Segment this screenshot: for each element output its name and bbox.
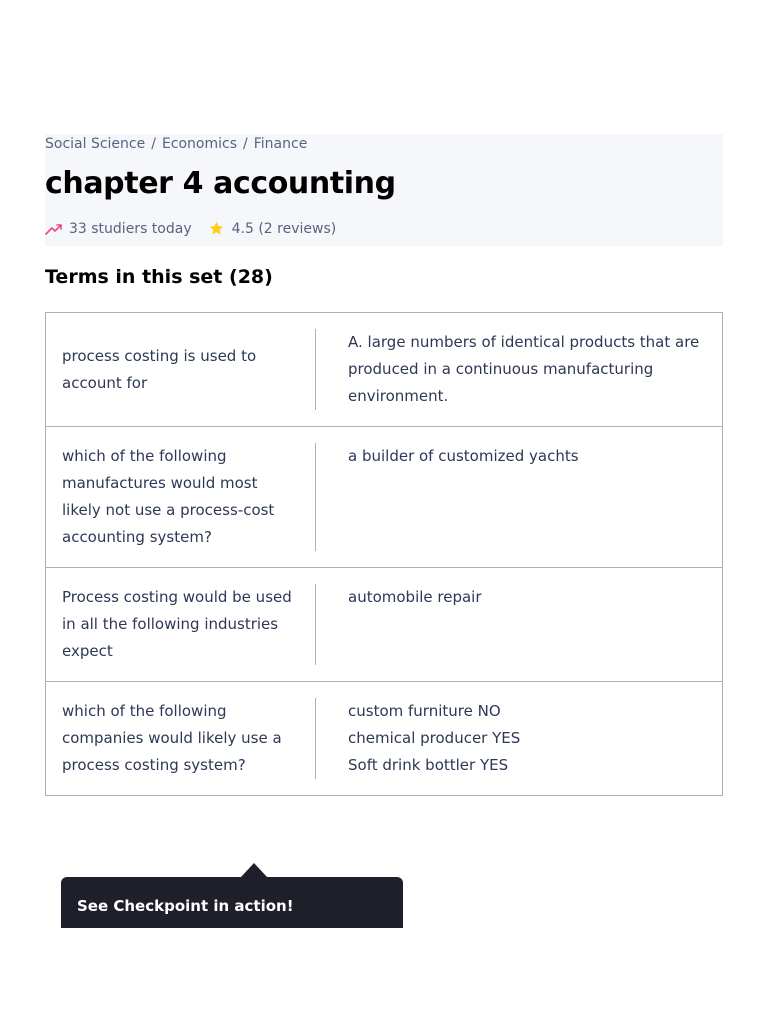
breadcrumb-separator: / bbox=[243, 136, 248, 152]
breadcrumb bbox=[45, 136, 307, 152]
studiers-count: 33 studiers today bbox=[69, 220, 192, 237]
definition-line: chemical producer YES bbox=[348, 729, 521, 747]
set-meta bbox=[45, 220, 336, 237]
definition-cell bbox=[316, 443, 722, 551]
definition-line: Soft drink bottler YES bbox=[348, 756, 509, 774]
breadcrumb-finance[interactable]: Finance bbox=[253, 136, 308, 152]
star-icon bbox=[208, 220, 225, 237]
breadcrumb-economics[interactable]: Economics bbox=[161, 136, 238, 152]
table-row bbox=[46, 681, 722, 795]
definition-cell bbox=[316, 584, 722, 665]
page-title: chapter 4 accounting bbox=[45, 166, 396, 201]
promo-text[interactable]: See Checkpoint in action! bbox=[77, 897, 294, 915]
terms-heading: Terms in this set (28) bbox=[45, 266, 273, 288]
table-row bbox=[46, 567, 722, 681]
term-cell: which of the following manufactures would most likely not use a process-cost accounting system? bbox=[46, 443, 316, 551]
term-cell: Process costing would be used in all the following industries expect bbox=[46, 584, 316, 665]
terms-table bbox=[45, 312, 723, 796]
definition-line: automobile repair bbox=[348, 588, 482, 606]
checkpoint-promo-banner[interactable] bbox=[61, 877, 403, 928]
rating-text[interactable]: 4.5 (2 reviews) bbox=[231, 220, 337, 237]
definition-line: a builder of customized yachts bbox=[348, 447, 579, 465]
definition-cell bbox=[316, 698, 722, 779]
definition-line: A. large numbers of identical products that are produced in a continuous manufacturing environment. bbox=[348, 333, 700, 405]
definition-line: custom furniture NO bbox=[348, 702, 501, 720]
table-row bbox=[46, 426, 722, 567]
term-cell: which of the following companies would likely use a process costing system? bbox=[46, 698, 316, 779]
breadcrumb-social-science[interactable]: Social Science bbox=[45, 136, 146, 152]
term-cell: process costing is used to account for bbox=[46, 329, 316, 410]
table-row bbox=[46, 313, 722, 426]
trending-up-icon bbox=[45, 223, 63, 235]
breadcrumb-separator: / bbox=[151, 136, 156, 152]
definition-cell bbox=[316, 329, 722, 410]
promo-pointer bbox=[241, 863, 267, 877]
